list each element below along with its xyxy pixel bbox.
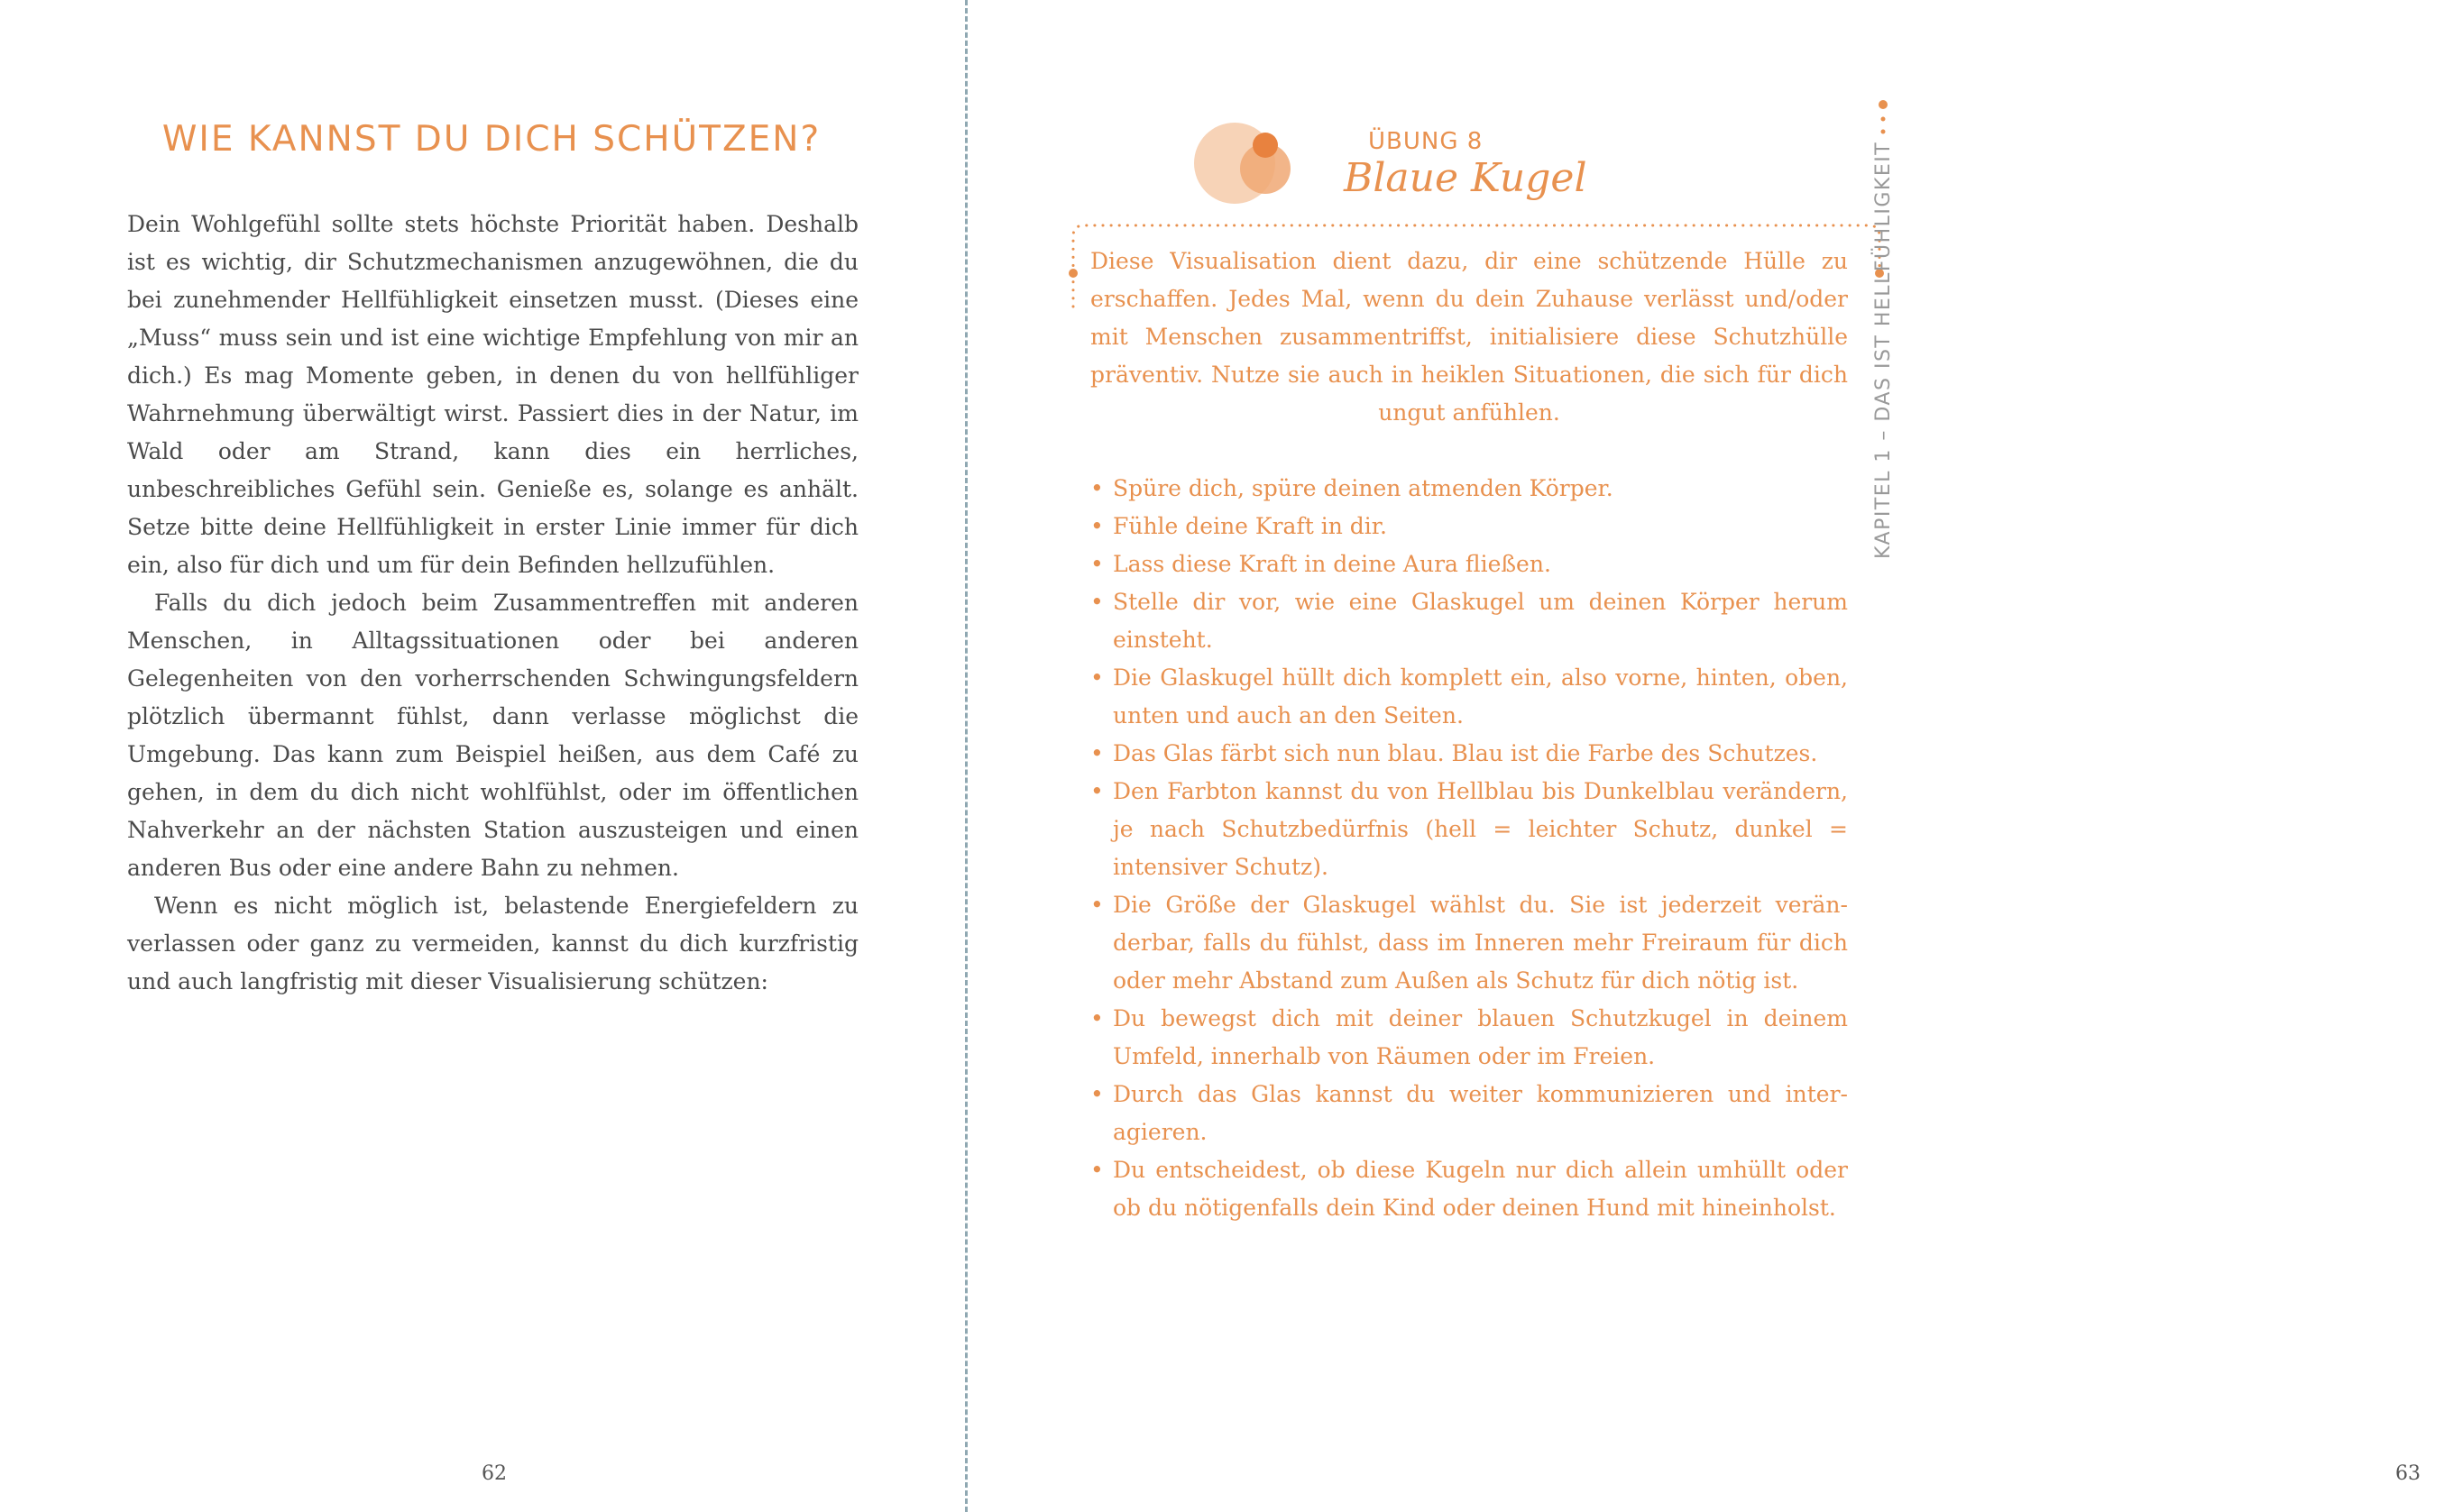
paragraph-1: Dein Wohlgefühl sollte stets höchste Priorität haben. Deshalb ist es wichtig, dir Schutzmechanismen anzugewöhnen, die du bei zunehmender Hellfühligkeit einsetzen musst. (Dieses eine „Muss“ muss sein und ist eine wichtige Empfehlung von mir an dich.) Es mag Momente geben, in denen du von hellfühliger Wahrnehmung überwältigt wirst. Passiert dies in der Natur, im Wald oder am Strand, kann dies ein herrliches, unbeschreibliches Gefühl sein. Genieße es, solange es anhält. Setze bitte deine Hellfühligkeit in erster Linie immer für dich ein, also für dich und um für dein Befinden hellzufühlen.	[127, 211, 859, 578]
bullet-icon: •	[1090, 1081, 1104, 1107]
bullet-icon: •	[1090, 1157, 1104, 1183]
page-title: WIE KANNST DU DICH SCHÜTZEN?	[161, 119, 822, 160]
step-text: Du entscheidest, ob diese Kugeln nur dich allein umhüllt oder ob du nötigenfalls dein Kind oder deinen Hund mit hineinholst.	[1113, 1157, 1848, 1221]
step-text: Lass diese Kraft in deine Aura fließen.	[1113, 551, 1551, 577]
bullet-icon: •	[1090, 664, 1104, 691]
list-item	[1090, 735, 1848, 773]
bullet-icon: •	[1090, 892, 1104, 918]
step-text: Durch das Glas kannst du weiter kommunizieren und interagieren.	[1113, 1081, 1848, 1145]
step-text: Du bewegst dich mit deiner blauen Schutzkugel in deinem Umfeld, innerhalb von Räumen oder im Freien.	[1113, 1005, 1848, 1069]
paragraph-3: Wenn es nicht möglich ist, belastende Energiefeldern zu verlassen oder ganz zu vermeiden, kannst du dich kurzfristig und auch langfristig mit dieser Visualisierung schützen:	[127, 893, 859, 994]
page-number-right: 63	[2395, 1462, 2421, 1485]
paragraph-2: Falls du dich jedoch beim Zusammentreffen mit anderen Menschen, in Alltagssituationen oder bei anderen Gelegenheiten von den vorherrschenden Schwingungsfeldern plötzlich übermannt fühlst, dann verlasse möglichst die Umgebung. Das kann zum Beispiel heißen, aus dem Café zu gehen, in dem du dich nicht wohlfühlst, oder im öffentlichen Nahverkehr an der nächsten Station auszusteigen und einen anderen Bus oder eine andere Bahn zu nehmen.	[127, 590, 859, 881]
bullet-icon: •	[1090, 475, 1104, 501]
bullet-icon: •	[1090, 589, 1104, 615]
bullet-icon: •	[1090, 778, 1104, 804]
step-text: Das Glas färbt sich nun blau. Blau ist die Farbe des Schutzes.	[1113, 740, 1818, 766]
right-page	[967, 0, 2421, 1512]
list-item	[1090, 508, 1848, 545]
step-text: Stelle dir vor, wie eine Glaskugel um deinen Körper herum einsteht.	[1113, 589, 1848, 653]
left-body-text	[127, 206, 859, 1001]
left-page	[0, 0, 963, 1512]
bullet-icon: •	[1090, 1005, 1104, 1031]
step-text: Die Glaskugel hüllt dich komplett ein, also vorne, hinten, oben, unten und auch an den Seiten.	[1113, 664, 1848, 729]
bullet-icon: •	[1090, 740, 1104, 766]
bullet-icon: •	[1090, 551, 1104, 577]
exercise-label: ÜBUNG 8	[1368, 128, 1484, 155]
exercise-intro	[1090, 243, 1848, 432]
vertical-dots-icon	[1877, 99, 1889, 139]
list-item	[1090, 886, 1848, 1000]
list-item	[1090, 1151, 1848, 1227]
page-number-left: 62	[482, 1462, 507, 1485]
running-head: KAPITEL 1 – DAS IST HELLFÜHLIGKEIT	[1872, 141, 1895, 559]
list-item	[1090, 583, 1848, 659]
list-item	[1090, 659, 1848, 735]
exercise-title: Blaue Kugel	[1344, 155, 1587, 201]
list-item	[1090, 470, 1848, 508]
list-item	[1090, 1000, 1848, 1076]
intro-text: Diese Visualisation dient dazu, dir eine schützende Hülle zu erschaffen. Jedes Mal, wenn du dein Zuhause verlässt und/oder mit Menschen zusammentriffst, initialisiere diese Schutzhülle präventiv. Nutze sie auch in heiklen Situationen, die sich für dich ungut anfühlen.	[1090, 248, 1848, 426]
list-item	[1090, 1076, 1848, 1151]
list-item	[1090, 773, 1848, 886]
step-text: Spüre dich, spüre deinen atmenden Körper.	[1113, 475, 1613, 501]
exercise-steps	[1090, 470, 1848, 1227]
list-item	[1090, 545, 1848, 583]
bullet-icon: •	[1090, 513, 1104, 539]
step-text: Die Größe der Glaskugel wählst du. Sie ist jederzeit veränderbar, falls du fühlst, dass im Inneren mehr Freiraum für dich oder mehr Abstand zum Außen als Schutz für dich nötig ist.	[1113, 892, 1848, 994]
step-text: Fühle deine Kraft in dir.	[1113, 513, 1387, 539]
step-text: Den Farbton kannst du von Hellblau bis Dunkelblau verändern, je nach Schutzbedürfnis (hell = leichter Schutz, dunkel = intensiver Schutz).	[1113, 778, 1848, 880]
